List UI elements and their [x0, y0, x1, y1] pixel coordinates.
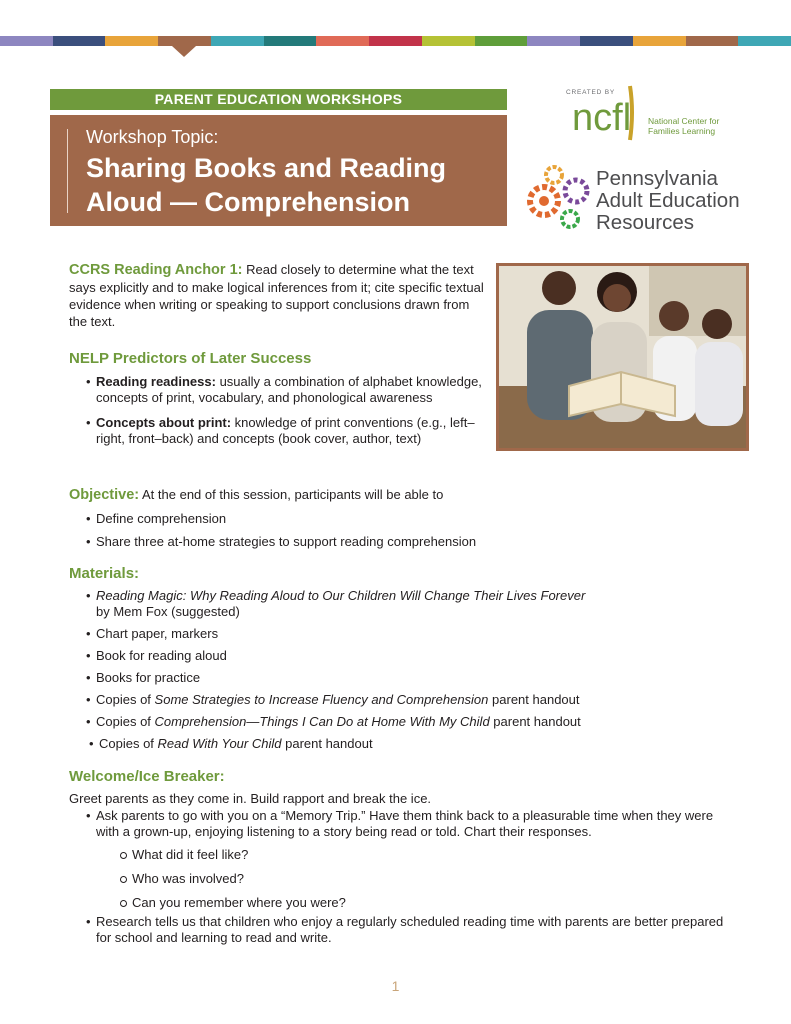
list-item: • Ask parents to go with you on a “Memory Trip.” Have them think back to a pleasurable time when they were with a grown-up, enjoying listening to a story being read or told. Chart their responses.: [86, 808, 726, 840]
stripe-segment: [422, 36, 475, 46]
handout-suffix: parent handout: [493, 714, 581, 729]
stripe-segment: [0, 36, 53, 46]
page-title: Sharing Books and Reading Aloud — Comprehension: [86, 153, 447, 217]
ncfl-name-line1: National Center for: [648, 116, 720, 126]
ccrs-anchor: [69, 261, 489, 330]
list-item: What did it feel like?: [120, 847, 620, 863]
materials-list: [86, 588, 726, 752]
stripe-segment: [686, 36, 739, 46]
welcome-heading: Welcome/Ice Breaker:: [69, 768, 225, 785]
nelp-term: Concepts about print:: [96, 415, 232, 430]
page-number: 1: [391, 978, 400, 994]
handout-suffix: parent handout: [285, 736, 373, 751]
topic-box: [50, 115, 507, 226]
nelp-heading: NELP Predictors of Later Success: [69, 350, 312, 367]
pa-line1: Pennsylvania: [596, 167, 718, 190]
list-item: • Research tells us that children who enjoy a regularly scheduled reading time with parents are better prepared for school and learning to read and write.: [86, 914, 726, 946]
topic-label: Workshop Topic:: [86, 127, 219, 147]
objective-line: [69, 486, 669, 504]
handout-title: Some Strategies to Increase Fluency and Comprehension: [154, 692, 489, 707]
book-author: by Mem Fox (suggested): [96, 604, 240, 619]
ccrs-text: Read closely to determine what the text says explicitly and to make logical inferences from it; cite specific textual evidence when writing or speaking to support conclusions drawn from the text.: [69, 262, 484, 329]
nelp-term: Reading readiness:: [96, 374, 216, 389]
list-item: [86, 415, 484, 447]
welcome-list-2: [86, 914, 726, 946]
handout-suffix: parent handout: [492, 692, 580, 707]
book-title: Reading Magic: Why Reading Aloud to Our Children Will Change Their Lives Forever: [96, 588, 586, 603]
workshops-banner: PARENT EDUCATION WORKSHOPS: [50, 89, 507, 110]
list-item: [89, 736, 726, 752]
list-item: • Chart paper, markers: [86, 626, 726, 642]
stripe-segment: [211, 36, 264, 46]
gears-icon: [524, 163, 594, 233]
pa-line3: Resources: [596, 211, 694, 234]
welcome-list-1: [86, 808, 726, 840]
stripe-segment: [369, 36, 422, 46]
list-item: • Book for reading aloud: [86, 648, 726, 664]
objective-intro: At the end of this session, participants will be able to: [142, 487, 444, 502]
stripe-segment: [316, 36, 369, 46]
materials-heading: Materials:: [69, 565, 140, 582]
list-item: Who was involved?: [120, 871, 620, 887]
ncfl-wordmark: ncfl: [572, 97, 632, 139]
list-item: [86, 374, 484, 406]
list-item: Can you remember where you were?: [120, 895, 620, 911]
copies-prefix: Copies of: [96, 714, 151, 729]
handout-title: Read With Your Child: [157, 736, 282, 751]
ccrs-label: CCRS Reading Anchor 1:: [69, 262, 243, 278]
copies-prefix: Copies of: [96, 692, 151, 707]
nelp-list: [86, 374, 484, 447]
nelp-desc: knowledge of print conventions (e.g., left–right, front–back) and concepts (book cover, author, text): [96, 415, 475, 446]
topic-divider: [67, 129, 68, 213]
stripe-segment: [264, 36, 317, 46]
list-item: • Share three at-home strategies to support reading comprehension: [86, 534, 726, 550]
stripe-segment: [527, 36, 580, 46]
list-item: • Books for practice: [86, 670, 726, 686]
stripe-segment: [633, 36, 686, 46]
stripe-notch: [172, 46, 196, 57]
list-item: [86, 588, 726, 620]
welcome-intro: Greet parents as they come in. Build rapport and break the ice.: [69, 791, 432, 806]
copies-prefix: Copies of: [99, 736, 154, 751]
ncfl-name: [648, 116, 719, 136]
color-stripe: [0, 36, 791, 46]
created-by-label: CREATED BY: [566, 89, 616, 96]
family-reading-illustration: [499, 266, 746, 448]
pa-line2: Adult Education: [596, 189, 740, 212]
nelp-desc: usually a combination of alphabet knowledge, concepts of print, vocabulary, and phonological awareness: [96, 374, 482, 405]
list-item: [86, 692, 726, 708]
pa-logo-text: [596, 168, 740, 234]
family-reading-photo: [496, 263, 749, 451]
ncfl-logo: [572, 84, 648, 146]
list-item: • Define comprehension: [86, 511, 726, 527]
stripe-segment: [105, 36, 158, 46]
stripe-segment: [738, 36, 791, 46]
list-item: [86, 714, 726, 730]
stripe-segment: [475, 36, 528, 46]
memory-questions: [120, 847, 620, 919]
ncfl-name-line2: Families Learning: [648, 126, 716, 136]
stripe-segment: [53, 36, 106, 46]
objective-label: Objective:: [69, 487, 140, 503]
objective-list: [86, 511, 726, 550]
handout-title: Comprehension—Things I Can Do at Home With My Child: [154, 714, 490, 729]
stripe-segment: [158, 36, 211, 46]
stripe-segment: [580, 36, 633, 46]
